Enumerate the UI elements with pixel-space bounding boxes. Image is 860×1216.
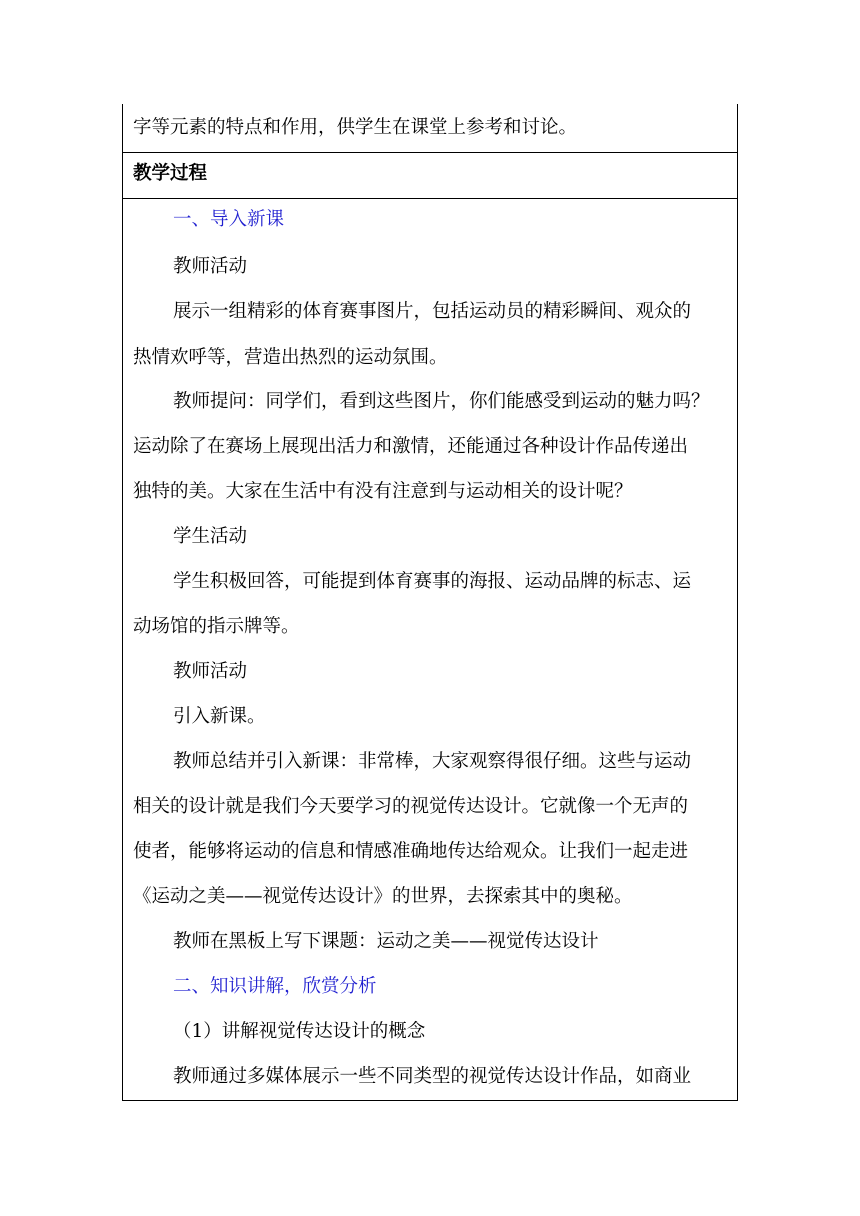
row-divider bbox=[123, 198, 737, 199]
row-divider bbox=[123, 152, 737, 153]
paragraph-line: 独特的美。大家在生活中有没有注意到与运动相关的设计呢？ bbox=[133, 481, 633, 502]
paragraph-line: 教师在黑板上写下课题：运动之美——视觉传达设计 bbox=[173, 931, 599, 952]
heading-intro: 一、导入新课 bbox=[173, 209, 285, 230]
paragraph-line: 教师通过多媒体展示一些不同类型的视觉传达设计作品，如商业 bbox=[173, 1066, 692, 1087]
paragraph-line: 动场馆的指示牌等。 bbox=[133, 616, 300, 637]
paragraph-line: 相关的设计就是我们今天要学习的视觉传达设计。它就像一个无声的 bbox=[133, 796, 689, 817]
paragraph-line: 《运动之美——视觉传达设计》的世界，去探索其中的奥秘。 bbox=[133, 886, 633, 907]
paragraph-line: 运动除了在赛场上展现出活力和激情，还能通过各种设计作品传递出 bbox=[133, 436, 689, 457]
lesson-table bbox=[122, 104, 738, 1101]
subheading: （1）讲解视觉传达设计的概念 bbox=[173, 1021, 426, 1042]
paragraph-line: 学生积极回答，可能提到体育赛事的海报、运动品牌的标志、运 bbox=[173, 571, 692, 592]
student-activity-label: 学生活动 bbox=[173, 526, 248, 547]
paragraph-line: 教师总结并引入新课：非常棒，大家观察得很仔细。这些与运动 bbox=[173, 751, 692, 772]
heading-knowledge: 二、知识讲解，欣赏分析 bbox=[173, 976, 377, 997]
paragraph-line: 引入新课。 bbox=[173, 706, 266, 727]
paragraph-line: 使者，能够将运动的信息和情感准确地传达给观众。让我们一起走进 bbox=[133, 841, 689, 862]
paragraph-line: 教师提问：同学们，看到这些图片，你们能感受到运动的魅力吗？ bbox=[173, 391, 710, 412]
paragraph-line: 展示一组精彩的体育赛事图片，包括运动员的精彩瞬间、观众的 bbox=[173, 301, 692, 322]
paragraph-line: 热情欢呼等，营造出热烈的运动氛围。 bbox=[133, 347, 448, 368]
continued-text: 字等元素的特点和作用，供学生在课堂上参考和讨论。 bbox=[133, 117, 578, 138]
teacher-activity-label: 教师活动 bbox=[173, 256, 248, 277]
section-header: 教学过程 bbox=[133, 163, 208, 184]
teacher-activity-label: 教师活动 bbox=[173, 661, 248, 682]
